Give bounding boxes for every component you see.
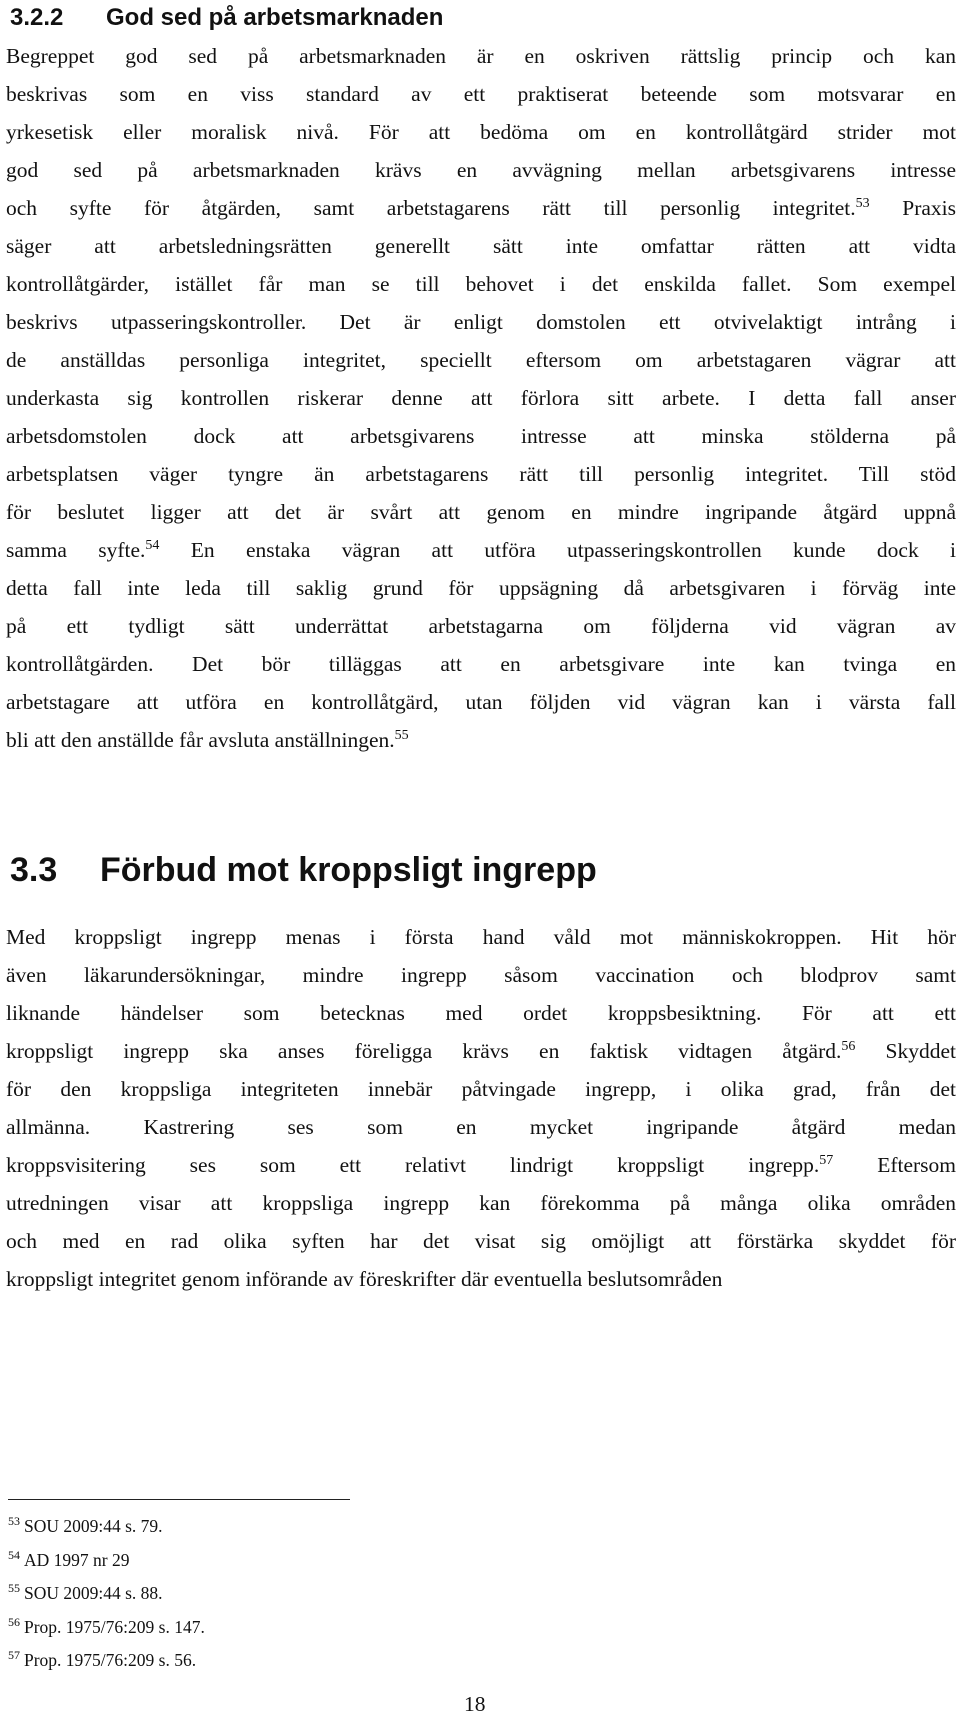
text-line xyxy=(6,417,956,455)
text-run: underkasta sig kontrollen riskerar denne att förlora sitt arbete. I detta fall anser xyxy=(6,386,956,410)
text-run: liknande händelser som betecknas med ordet kroppsbesiktning. För att ett xyxy=(6,1001,956,1025)
text-run: kroppsligt integritet genom införande av föreskrifter där eventuella beslutsområden xyxy=(6,1267,723,1291)
section-title: God sed på arbetsmarknaden xyxy=(106,4,444,31)
text-run: kroppsligt ingrepp ska anses föreligga krävs en faktisk vidtagen åtgärd. xyxy=(6,1039,842,1063)
text-run: samma syfte. xyxy=(6,538,146,562)
text-line xyxy=(6,531,956,569)
text-line xyxy=(6,151,956,189)
text-line xyxy=(6,1070,956,1108)
text-line xyxy=(6,1260,956,1298)
text-run: utredningen visar att kroppsliga ingrepp kan förekomma på många olika områden xyxy=(6,1191,956,1215)
text-line xyxy=(6,1032,956,1070)
footnote-separator xyxy=(8,1499,350,1500)
footnote-number: 57 xyxy=(8,1648,20,1662)
text-line xyxy=(6,265,956,303)
text-line xyxy=(6,303,956,341)
text-line xyxy=(6,1146,956,1184)
footnote-ref: 53 xyxy=(855,196,870,211)
text-run: kroppsvisitering ses som ett relativt lindrigt kroppsligt ingrepp. xyxy=(6,1153,820,1177)
text-line xyxy=(6,1184,956,1222)
footnote-ref: 57 xyxy=(819,1153,834,1168)
footnote-text: Prop. 1975/76:209 s. 147. xyxy=(24,1616,205,1637)
text-run: Skyddet xyxy=(855,1039,956,1063)
text-run: detta fall inte leda till saklig grund för uppsägning då arbetsgivaren i förväg inte xyxy=(6,576,956,600)
text-run: arbetsplatsen väger tyngre än arbetstagarens rätt till personlig integritet. Till stöd xyxy=(6,462,956,486)
text-run: Med kroppsligt ingrepp menas i första hand våld mot människokroppen. Hit hör xyxy=(6,925,956,949)
footnote-number: 54 xyxy=(8,1547,20,1562)
text-line xyxy=(6,75,956,113)
text-line xyxy=(6,1222,956,1260)
text-line xyxy=(6,341,956,379)
text-line xyxy=(6,683,956,721)
section-3-2-2-paragraph xyxy=(6,37,956,759)
section-3-3-paragraph xyxy=(6,918,956,1298)
text-line xyxy=(6,956,956,994)
text-run: Begreppet god sed på arbetsmarknaden är en oskriven rättslig princip och kan xyxy=(6,44,956,68)
footnote-number: 55 xyxy=(8,1581,20,1595)
text-line xyxy=(6,721,956,759)
footnote-text: AD 1997 nr 29 xyxy=(24,1549,130,1570)
text-line xyxy=(6,227,956,265)
footnote-item xyxy=(8,1577,205,1611)
section-number: 3.2.2 xyxy=(10,4,64,31)
footnote-number: 53 xyxy=(8,1514,20,1528)
text-run: beskrivs utpasseringskontroller. Det är enligt domstolen ett otvivelaktigt intrång i xyxy=(6,310,956,334)
section-3-2-2-heading xyxy=(10,2,443,34)
footnote-item xyxy=(8,1611,205,1645)
footnote-ref: 54 xyxy=(145,538,160,553)
text-line xyxy=(6,455,956,493)
text-run: för den kroppsliga integriteten innebär påtvingade ingrepp, i olika grad, från det xyxy=(6,1077,956,1101)
page-number: 18 xyxy=(464,1692,486,1716)
text-run: Praxis xyxy=(869,196,956,220)
text-line xyxy=(6,569,956,607)
text-line xyxy=(6,645,956,683)
footnote-item xyxy=(8,1544,205,1578)
text-run: En enstaka vägran att utföra utpasseringskontrollen kunde dock i xyxy=(159,538,956,562)
text-run: de anställdas personliga integritet, speciellt eftersom om arbetstagaren vägrar att xyxy=(6,348,956,372)
footnote-list xyxy=(8,1510,205,1678)
footnote-item xyxy=(8,1644,205,1678)
text-run: och syfte för åtgärden, samt arbetstagarens rätt till personlig integritet. xyxy=(6,196,856,220)
text-run: bli att den anställde får avsluta anställningen. xyxy=(6,728,395,752)
text-run: allmänna. Kastrering ses som en mycket ingripande åtgärd medan xyxy=(6,1115,956,1139)
text-run: för beslutet ligger att det är svårt att genom en mindre ingripande åtgärd uppnå xyxy=(6,500,956,524)
text-line xyxy=(6,607,956,645)
text-run: kontrollåtgärden. Det bör tilläggas att en arbetsgivare inte kan tvinga en xyxy=(6,652,956,676)
text-line xyxy=(6,918,956,956)
text-run: god sed på arbetsmarknaden krävs en avvägning mellan arbetsgivarens intresse xyxy=(6,158,956,182)
text-run: beskrivas som en viss standard av ett praktiserat beteende som motsvarar en xyxy=(6,82,956,106)
footnote-number: 56 xyxy=(8,1614,20,1629)
section-number: 3.3 xyxy=(10,851,58,889)
text-line xyxy=(6,37,956,75)
text-run: yrkesetisk eller moralisk nivå. För att bedöma om en kontrollåtgärd strider mot xyxy=(6,120,956,144)
text-run: Eftersom xyxy=(833,1153,956,1177)
footnote-item xyxy=(8,1510,205,1544)
footnote-text: SOU 2009:44 s. 79. xyxy=(24,1516,163,1536)
text-run: på ett tydligt sätt underrättat arbetstagarna om följderna vid vägran av xyxy=(6,614,956,638)
section-title: Förbud mot kroppsligt ingrepp xyxy=(100,851,597,889)
text-line xyxy=(6,189,956,227)
footnote-ref: 55 xyxy=(394,728,409,743)
footnote-text: SOU 2009:44 s. 88. xyxy=(24,1583,163,1603)
text-run: arbetstagare att utföra en kontrollåtgärd, utan följden vid vägran kan i värsta fall xyxy=(6,690,956,714)
footnote-text: Prop. 1975/76:209 s. 56. xyxy=(24,1650,197,1670)
footnote-ref: 56 xyxy=(841,1039,856,1054)
text-run: arbetsdomstolen dock att arbetsgivarens intresse att minska stölderna på xyxy=(6,424,956,448)
text-line xyxy=(6,379,956,417)
text-line xyxy=(6,493,956,531)
text-line xyxy=(6,113,956,151)
text-line xyxy=(6,994,956,1032)
text-run: och med en rad olika syften har det visat sig omöjligt att förstärka skyddet för xyxy=(6,1229,956,1253)
text-run: även läkarundersökningar, mindre ingrepp såsom vaccination och blodprov samt xyxy=(6,963,956,987)
text-run: kontrollåtgärder, istället får man se till behovet i det enskilda fallet. Som exempel xyxy=(6,272,956,296)
text-line xyxy=(6,1108,956,1146)
section-3-3-heading xyxy=(10,848,597,892)
text-run: säger att arbetsledningsrätten generellt sätt inte omfattar rätten att vidta xyxy=(6,234,956,258)
